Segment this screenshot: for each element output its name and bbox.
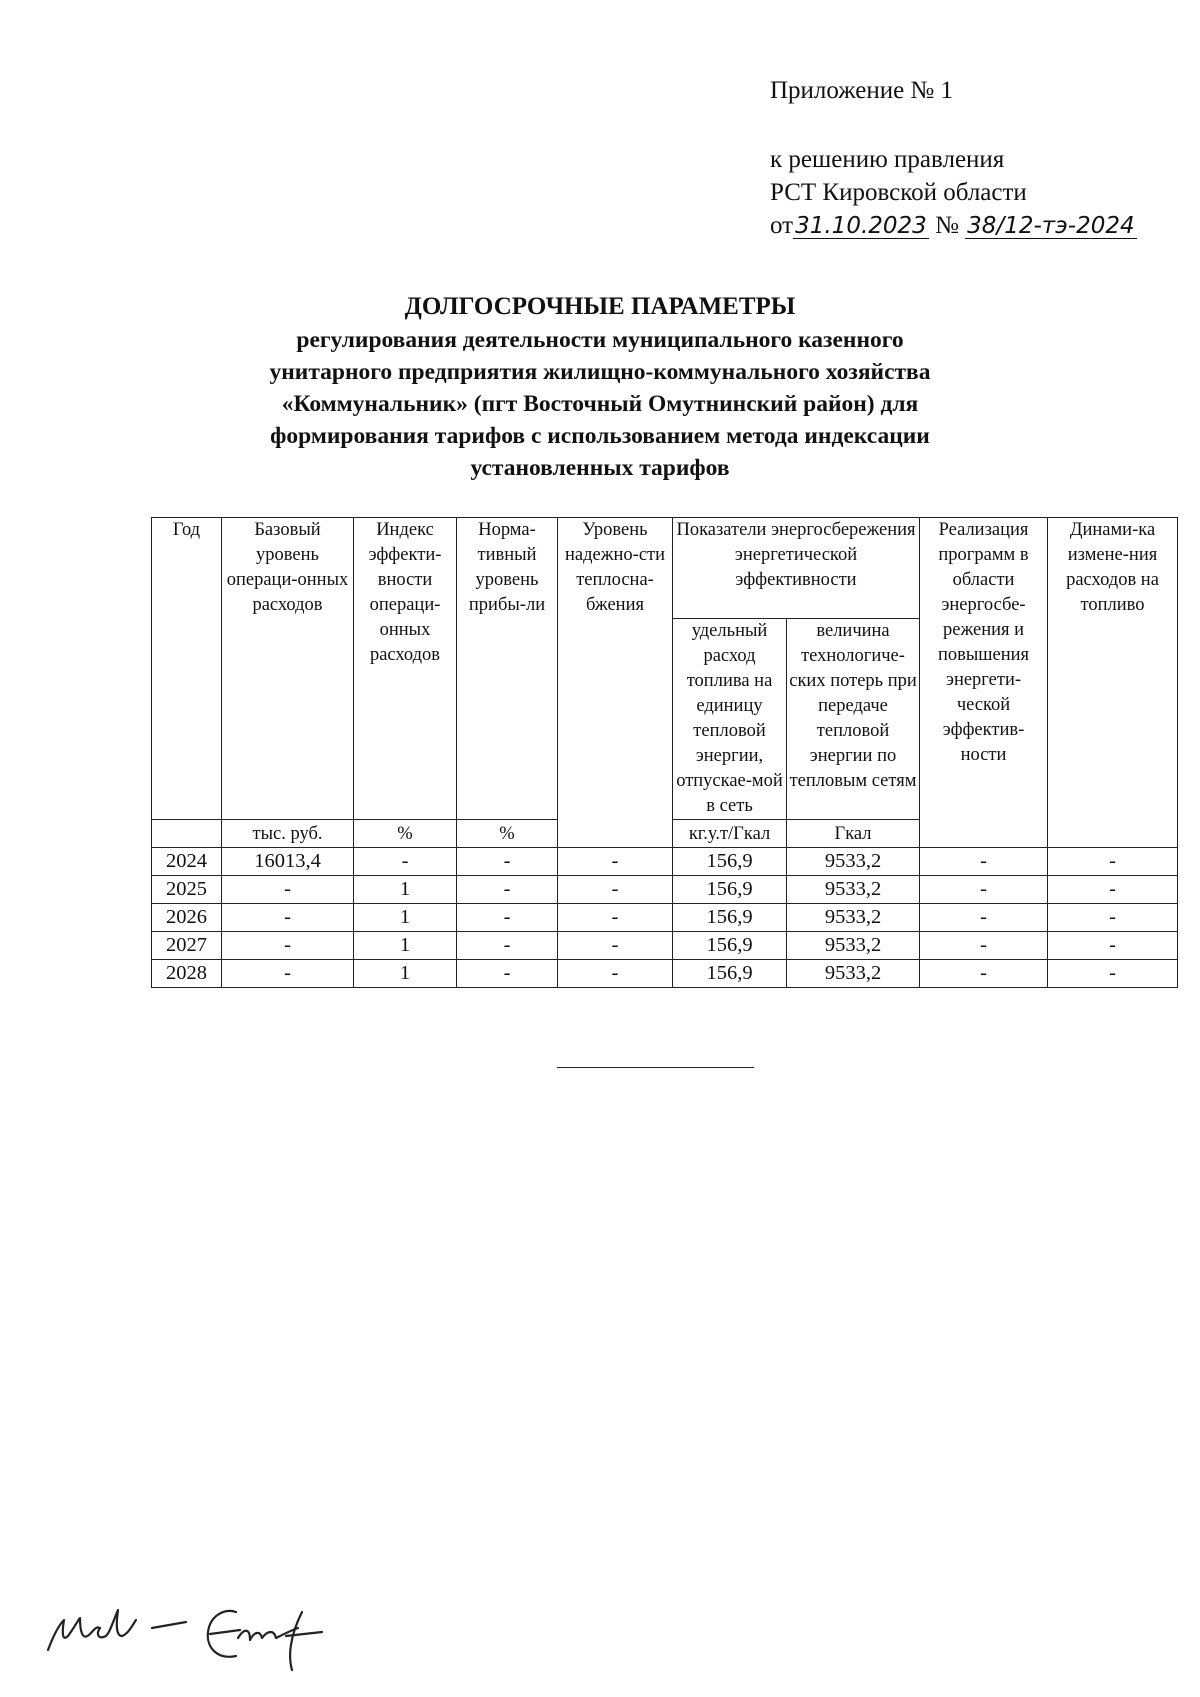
header-normative-profit: Норма-тивный уровень прибы-ли — [457, 518, 558, 820]
cell-fuel-dynamics: - — [1048, 848, 1178, 876]
cell-normative-profit: - — [457, 876, 558, 904]
header-reliability: Уровень надежно-сти теплосна-бжения — [558, 518, 673, 848]
parameters-table — [151, 517, 1178, 988]
decision-line-2: РСТ Кировской области — [770, 179, 1027, 206]
title-main: ДОЛГОСРОЧНЫЕ ПАРАМЕТРЫ — [404, 293, 796, 320]
cell-heat-losses: 9533,2 — [787, 876, 920, 904]
cell-normative-profit: - — [457, 848, 558, 876]
decision-reference — [770, 143, 1137, 242]
cell-normative-profit: - — [457, 904, 558, 932]
cell-reliability: - — [558, 848, 673, 876]
unit-normative-profit: % — [457, 820, 558, 848]
number-prefix: № — [935, 212, 959, 239]
cell-year: 2027 — [152, 932, 222, 960]
cell-efficiency-index: 1 — [354, 904, 457, 932]
title-line: установленных тарифов — [470, 455, 730, 481]
table-row — [152, 876, 1178, 904]
cell-heat-losses: 9533,2 — [787, 960, 920, 988]
cell-base-costs: - — [222, 932, 354, 960]
cell-efficiency-index: 1 — [354, 960, 457, 988]
cell-heat-losses: 9533,2 — [787, 904, 920, 932]
cell-fuel-dynamics: - — [1048, 876, 1178, 904]
table-row — [152, 848, 1178, 876]
cell-reliability: - — [558, 904, 673, 932]
header-fuel-dynamics: Динами-ка измене-ния расходов на топливо — [1048, 518, 1178, 848]
unit-efficiency-index: % — [354, 820, 457, 848]
header-base-costs: Базовый уровень операци-онных расходов — [222, 518, 354, 820]
table-row — [152, 960, 1178, 988]
unit-heat-losses: Гкал — [787, 820, 920, 848]
header-specific-fuel: удельный расход топлива на единицу тепловой энергии, отпускае-мой в сеть — [673, 619, 787, 820]
cell-base-costs: - — [222, 876, 354, 904]
cell-programs: - — [920, 848, 1048, 876]
cell-fuel-dynamics: - — [1048, 904, 1178, 932]
unit-base-costs: тыс. руб. — [222, 820, 354, 848]
decision-line-1: к решению правления — [770, 146, 1005, 173]
cell-programs: - — [920, 876, 1048, 904]
unit-specific-fuel: кг.у.т/Гкал — [673, 820, 787, 848]
title-line: регулирования деятельности муниципального казенного — [296, 327, 904, 353]
cell-efficiency-index: - — [354, 848, 457, 876]
cell-fuel-dynamics: - — [1048, 960, 1178, 988]
cell-specific-fuel: 156,9 — [673, 932, 787, 960]
cell-year: 2025 — [152, 876, 222, 904]
document-title — [150, 290, 1050, 484]
cell-programs: - — [920, 904, 1048, 932]
cell-year: 2024 — [152, 848, 222, 876]
cell-base-costs: - — [222, 960, 354, 988]
cell-programs: - — [920, 960, 1048, 988]
closing-rule — [557, 1067, 754, 1068]
cell-normative-profit: - — [457, 960, 558, 988]
cell-base-costs: 16013,4 — [222, 848, 354, 876]
table-row — [152, 932, 1178, 960]
cell-reliability: - — [558, 960, 673, 988]
cell-year: 2028 — [152, 960, 222, 988]
header-efficiency-index: Индекс эффекти-вности операци-онных расходов — [354, 518, 457, 820]
cell-specific-fuel: 156,9 — [673, 960, 787, 988]
handwritten-signature — [40, 1590, 380, 1680]
handwritten-date: 31.10.2023 — [795, 213, 927, 239]
date-prefix: от — [770, 212, 794, 239]
cell-heat-losses: 9533,2 — [787, 932, 920, 960]
handwritten-number: 38/12-тэ-2024 — [967, 213, 1135, 239]
title-line: унитарного предприятия жилищно-коммунального хозяйства — [269, 359, 931, 385]
table-row — [152, 904, 1178, 932]
cell-reliability: - — [558, 932, 673, 960]
cell-programs: - — [920, 932, 1048, 960]
cell-efficiency-index: 1 — [354, 932, 457, 960]
header-energy-indicators: Показатели энергосбережения энергетической эффективности — [673, 518, 920, 619]
cell-efficiency-index: 1 — [354, 876, 457, 904]
header-year: Год — [152, 518, 222, 820]
cell-specific-fuel: 156,9 — [673, 848, 787, 876]
cell-fuel-dynamics: - — [1048, 932, 1178, 960]
title-line: формирования тарифов с использованием метода индексации — [270, 423, 930, 449]
decision-date-line — [770, 209, 1137, 242]
cell-year: 2026 — [152, 904, 222, 932]
header-programs: Реализация программ в области энергосбе-режения и повышения энергети-ческой эффектив-ности — [920, 518, 1048, 848]
cell-base-costs: - — [222, 904, 354, 932]
header-heat-losses: величина технологиче-ских потерь при передаче тепловой энергии по тепловым сетям — [787, 619, 920, 820]
appendix-label: Приложение № 1 — [770, 77, 954, 104]
title-line: «Коммунальник» (пгт Восточный Омутнинский район) для — [281, 391, 919, 417]
cell-normative-profit: - — [457, 932, 558, 960]
cell-heat-losses: 9533,2 — [787, 848, 920, 876]
cell-specific-fuel: 156,9 — [673, 876, 787, 904]
unit-year-empty — [152, 820, 222, 848]
cell-reliability: - — [558, 876, 673, 904]
cell-specific-fuel: 156,9 — [673, 904, 787, 932]
